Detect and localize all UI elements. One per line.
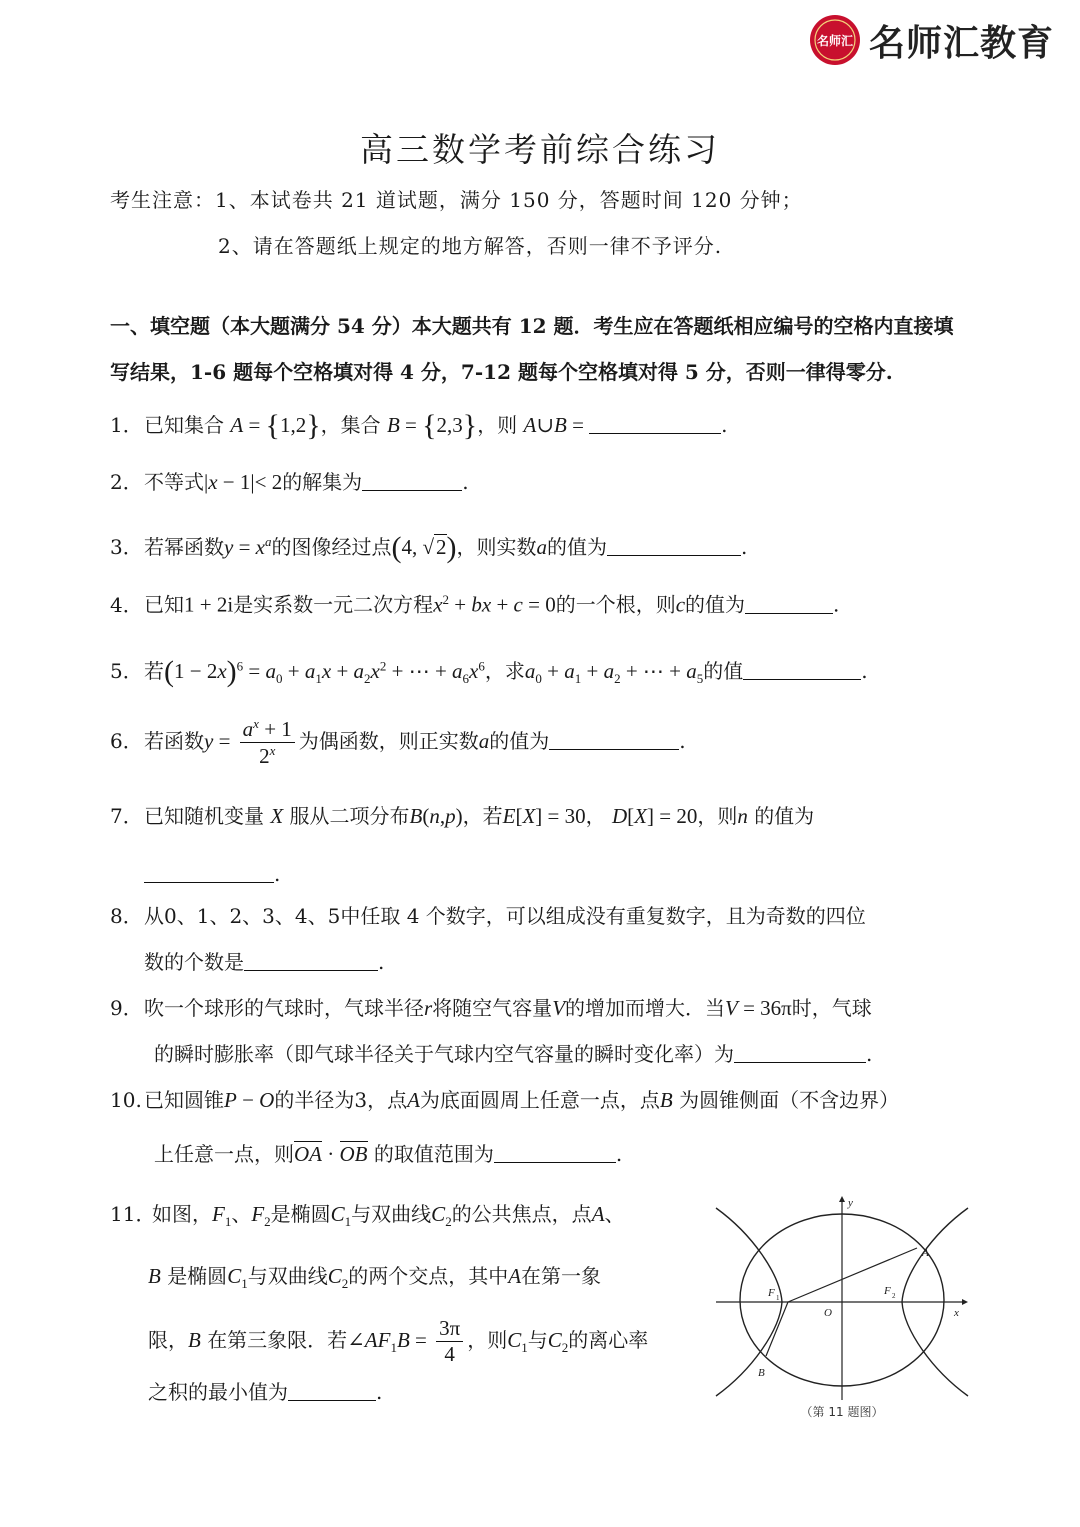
answer-blank-5[interactable] <box>743 661 861 680</box>
brand-name: 名师汇教育 <box>868 22 1054 64</box>
label-a: A <box>922 1247 929 1259</box>
question-6: 6．若函数y = $\frac{a^x + 1}{2^x}$ 为偶函数，则正实数a的值为 . <box>110 716 686 769</box>
question-11-figure <box>712 1194 972 1422</box>
notice-line-2: 2、请在答题纸上规定的地方解答，否则一律不予评分. <box>218 234 723 258</box>
question-3: 3．若幂函数$y = x^a$的图像经过点(4, √2)，则实数a的值为 . <box>110 531 748 564</box>
question-7-answer-line: . <box>144 862 280 886</box>
svg-text:2: 2 <box>892 1292 896 1300</box>
segment-f1-b <box>766 1302 788 1356</box>
question-10-line-2: 上任意一点，则OA · OB 的取值范围为 . <box>154 1142 623 1166</box>
answer-blank-10[interactable] <box>494 1144 616 1163</box>
answer-blank-7[interactable] <box>144 864 274 883</box>
x-axis-arrow-icon <box>962 1299 968 1305</box>
answer-blank-6[interactable] <box>549 731 679 750</box>
question-4: 4．已知1 + 2i是实系数一元二次方程$x^2$ + bx + c = 0的一个根，则c的值为 . <box>110 592 840 617</box>
brand-seal-text: 名师汇 <box>816 34 853 48</box>
brand-header <box>809 14 1054 66</box>
brand-seal-icon <box>809 14 861 66</box>
question-2: 2．不等式|x − 1|< 2的解集为 . <box>110 470 469 494</box>
answer-blank-2[interactable] <box>362 472 462 491</box>
question-11-line-4: 之积的最小值为 . <box>148 1380 383 1404</box>
label-f1: F <box>768 1287 775 1299</box>
section-heading-line-2: 写结果，1-6 题每个空格填对得 4 分，7-12 题每个空格填对得 5 分，否则一律得零分. <box>110 360 893 384</box>
notice-line-1: 考生注意：1、本试卷共 21 道试题，满分 150 分，答题时间 120 分钟； <box>110 188 803 212</box>
question-1: 1．已知集合 A = {1,2}，集合 B = {2,3}，则 A∪B = . <box>110 409 728 442</box>
question-11: 11．如图，$F_1$、$F_2$是椭圆$C_1$与双曲线$C_2$的公共焦点，点A、 <box>110 1202 625 1229</box>
answer-blank-1[interactable] <box>589 415 721 434</box>
question-8-line-2: 数的个数是 . <box>144 950 385 974</box>
question-11-line-2: B 是椭圆$C_1$与双曲线$C_2$的两个交点，其中A在第一象 <box>148 1264 602 1291</box>
answer-blank-3[interactable] <box>607 537 741 556</box>
figure-caption: （第 11 题图） <box>800 1405 884 1419</box>
label-o: O <box>824 1307 832 1319</box>
answer-blank-9[interactable] <box>734 1044 866 1063</box>
label-b: B <box>758 1367 765 1379</box>
page-title: 高三数学考前综合练习 <box>360 130 720 169</box>
answer-blank-8[interactable] <box>244 952 378 971</box>
question-7: 7．已知随机变量 X 服从二项分布B(n,p)，若E[X] = 30， D[X] = 20，则n 的值为 <box>110 804 815 828</box>
answer-blank-4[interactable] <box>745 595 833 614</box>
question-10: 10. 已知圆锥P − O的半径为3，点A为底面圆周上任意一点，点B 为圆锥侧面（不含边界） <box>110 1088 900 1112</box>
question-5: 5．若$(1 - 2x)^6 = a_0 + a_1x + a_2x^2$ + ⋯ + $a_6x^6$，求$a_0 + a_1 + a_2$ + ⋯ + $a_5$的值 . <box>110 655 868 688</box>
question-9: 9．吹一个球形的气球时，气球半径r将随空气容量V的增加而增大．当V = 36π时，气球 <box>110 996 872 1020</box>
label-x: x <box>954 1307 959 1319</box>
y-axis-arrow-icon <box>839 1196 845 1202</box>
question-8: 8．从0、1、2、3、4、5中任取 4 个数字，可以组成没有重复数字，且为奇数的四位 <box>110 904 866 928</box>
question-9-line-2: 的瞬时膨胀率（即气球半径关于气球内空气容量的瞬时变化率）为 . <box>154 1042 873 1066</box>
segment-f1-a <box>788 1248 917 1302</box>
label-y: y <box>848 1197 853 1209</box>
section-heading-line-1: 一、填空题（本大题满分 54 分）本大题共有 12 题．考生应在答题纸相应编号的空格内直接填 <box>110 314 954 338</box>
svg-text:1: 1 <box>776 1294 780 1302</box>
question-11-line-3: 限，B 在第三象限．若$\angle AF_1B$ = $\frac{3\pi}{4}$ ，则$C_1$与$C_2$的离心率 <box>148 1316 649 1367</box>
answer-blank-11[interactable] <box>288 1382 376 1401</box>
label-f2: F <box>884 1285 891 1297</box>
